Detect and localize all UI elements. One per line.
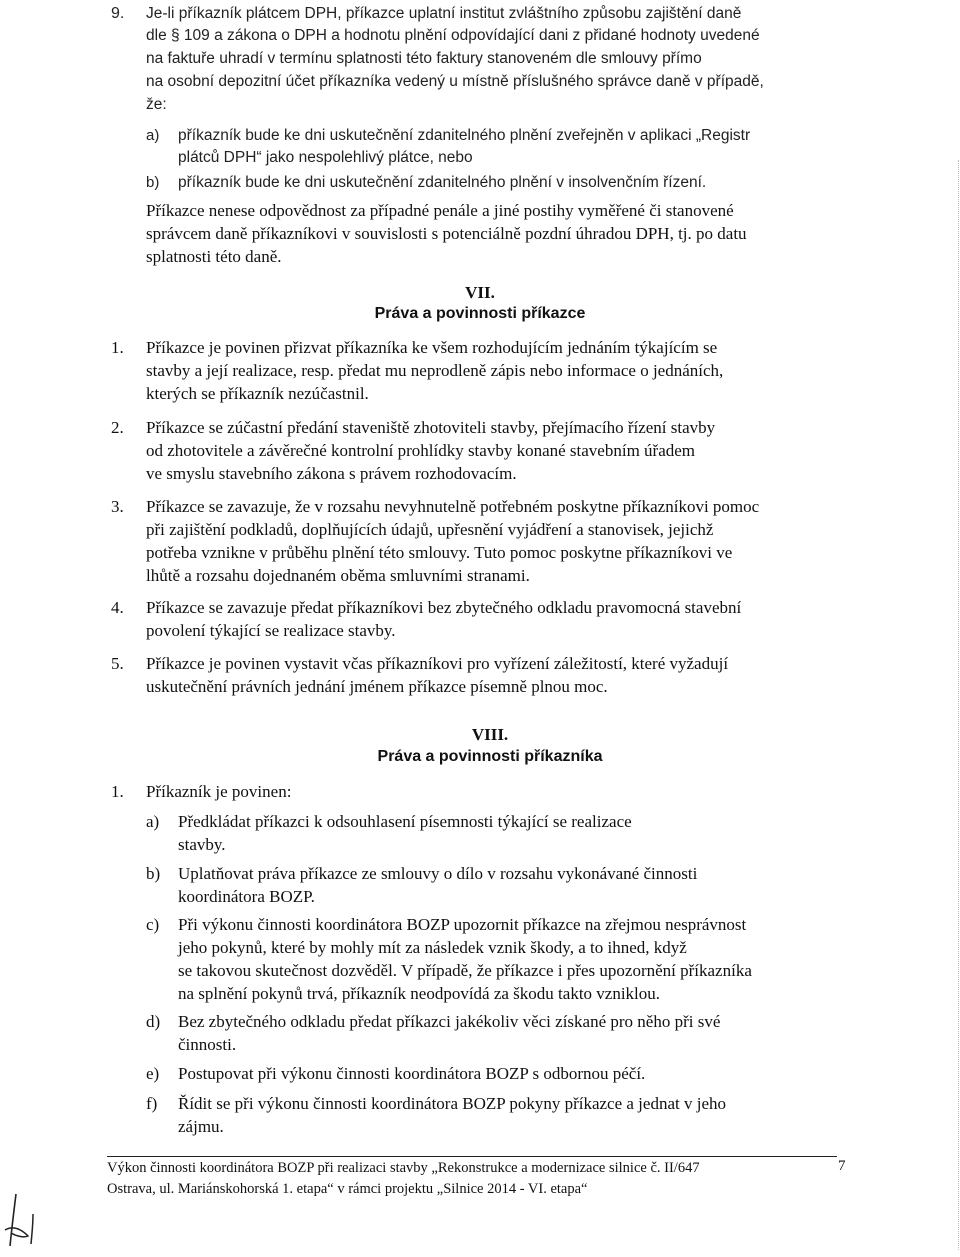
s8-c-line-1: Při výkonu činnosti koordinátora BOZP upozornit příkazce na zřejmou nesprávnost [178, 915, 747, 934]
item-number: 5. [111, 654, 124, 673]
s8-c-line-3: se takovou skutečnost dozvěděl. V případě, že příkazce i přes upozornění příkazníka [178, 961, 752, 980]
subitem-label: a) [146, 812, 160, 831]
s7-item2-line-3: ve smyslu stavebního zákona s právem rozhodovacím. [146, 464, 517, 483]
s7-item5-line-1: Příkazce je povinen vystavit včas příkazníkovi pro vyřízení záležitostí, které vyžadují [146, 654, 729, 673]
s7-item3-line-2: při zajištění podkladů, doplňujících údajů, upřesnění vyjádření a stanovisek, jejichž [146, 520, 714, 539]
s8-c-line-2: jeho pokynů, které by mohly mít za následek vznik škody, a to ihned, když [178, 938, 687, 957]
s8-f-line-1: Řídit se při výkonu činnosti koordinátora BOZP pokyny příkazce a jednat v jeho [178, 1094, 726, 1113]
subitem-label: b) [146, 864, 161, 883]
section-numeral: VIII. [471, 725, 509, 744]
item9-line-2: dle § 109 a zákona o DPH a hodnotu plnění odpovídající dani z přidané hodnoty uvedené [146, 27, 760, 44]
subitem-label: e) [146, 1064, 160, 1083]
item-number: 3. [111, 497, 124, 516]
s7-item1-line-1: Příkazce je povinen přizvat příkazníka ke všem rozhodujícím jednáním týkajícím se [146, 338, 718, 357]
s7-item3-line-4: lhůtě a rozsahu dojednaném oběma smluvními stranami. [146, 566, 530, 585]
s8-d-line-1: Bez zbytečného odkladu předat příkazci jakékoliv věci získané pro něho při své [178, 1012, 721, 1031]
item9-line-1: Je-li příkazník plátcem DPH, příkazce uplatní institut zvláštního způsobu zajištění daně [146, 5, 742, 22]
s8-b-line-2: koordinátora BOZP. [178, 887, 315, 906]
item9-a-line-1: příkazník bude ke dni uskutečnění zdanitelného plnění zveřejněn v aplikaci „Registr [178, 127, 751, 144]
s8-b-line-1: Uplatňovat práva příkazce ze smlouvy o dílo v rozsahu vykonávané činnosti [178, 864, 698, 883]
item9-after-line-3: splatnosti této daně. [146, 247, 282, 266]
item9-a-line-2: plátců DPH“ jako nespolehlivý plátce, nebo [178, 149, 473, 166]
s7-item5-line-2: uskutečnění právních jednání jménem příkazce písemně plnou moc. [146, 677, 608, 696]
item9-after-line-2: správcem daně příkazníkovi v souvislosti s potenciálně pozdní úhradou DPH, tj. po datu [146, 224, 747, 243]
handwritten-initials-signature [2, 1190, 42, 1252]
item9-after-line-1: Příkazce nenese odpovědnost za případné penále a jiné postihy vyměřené či stanovené [146, 201, 734, 220]
s7-item2-line-1: Příkazce se zúčastní předání staveniště zhotoviteli stavby, přejímacího řízení stavby [146, 418, 716, 437]
item-number: 9. [111, 5, 125, 22]
footer-rule [107, 1156, 837, 1157]
item-number: 4. [111, 598, 124, 617]
subitem-label: d) [146, 1012, 161, 1031]
subitem-label: c) [146, 915, 160, 934]
section-title: Práva a povinnosti příkazníka [377, 748, 603, 765]
footer-line-1: Výkon činnosti koordinátora BOZP při realizaci stavby „Rekonstrukce a modernizace silnice č. II/647 [107, 1160, 700, 1176]
s7-item1-line-2: stavby a její realizace, resp. předat mu neprodleně zápis nebo informace o jednáních, [146, 361, 724, 380]
item-number: 2. [111, 418, 124, 437]
s8-c-line-4: na splnění pokynů trvá, příkazník neodpovídá za škodu takto vzniklou. [178, 984, 661, 1003]
subitem-label: a) [146, 127, 160, 144]
s8-d-line-2: činnosti. [178, 1035, 237, 1054]
s7-item3-line-3: potřeba vznikne v průběhu plnění této smlouvy. Tuto pomoc poskytne příkazníkovi ve [146, 543, 733, 562]
footer-line-2: Ostrava, ul. Mariánskohorská 1. etapa“ v rámci projektu „Silnice 2014 - VI. etapa“ [107, 1181, 588, 1197]
s8-f-line-2: zájmu. [178, 1117, 224, 1136]
s8-item1-intro: Příkazník je povinen: [146, 782, 292, 801]
item9-b-text: příkazník bude ke dni uskutečnění zdanitelného plnění v insolvenčním řízení. [178, 174, 707, 191]
s8-a-line-1: Předkládat příkazci k odsouhlasení písemnosti týkající se realizace [178, 812, 632, 831]
section-title: Práva a povinnosti příkazce [374, 305, 586, 322]
item9-line-3: na faktuře uhradí v termínu splatnosti této faktury stanoveném dle smlouvy přímo [146, 50, 702, 67]
s7-item2-line-2: od zhotovitele a závěrečné kontrolní prohlídky stavby konané stavebním úřadem [146, 441, 696, 460]
item-number: 1. [111, 782, 124, 801]
item9-line-4: na osobní depozitní účet příkazníka vedený u místně příslušného správce daně v případě, [146, 73, 764, 90]
s8-e-line-1: Postupovat při výkonu činnosti koordinátora BOZP s odbornou péčí. [178, 1064, 646, 1083]
s7-item3-line-1: Příkazce se zavazuje, že v rozsahu nevyhnutelně potřebném poskytne příkazníkovi pomoc [146, 497, 760, 516]
subitem-label: f) [146, 1094, 158, 1113]
section-numeral: VII. [465, 283, 495, 302]
subitem-label: b) [146, 174, 160, 191]
s7-item4-line-2: povolení týkající se realizace stavby. [146, 621, 396, 640]
s7-item1-line-3: kterých se příkazník nezúčastnil. [146, 384, 369, 403]
item-number: 1. [111, 338, 124, 357]
item9-line-5: že: [146, 96, 167, 113]
s7-item4-line-1: Příkazce se zavazuje předat příkazníkovi bez zbytečného odkladu pravomocná stavební [146, 598, 742, 617]
page-number: 7 [838, 1158, 846, 1174]
s8-a-line-2: stavby. [178, 835, 226, 854]
